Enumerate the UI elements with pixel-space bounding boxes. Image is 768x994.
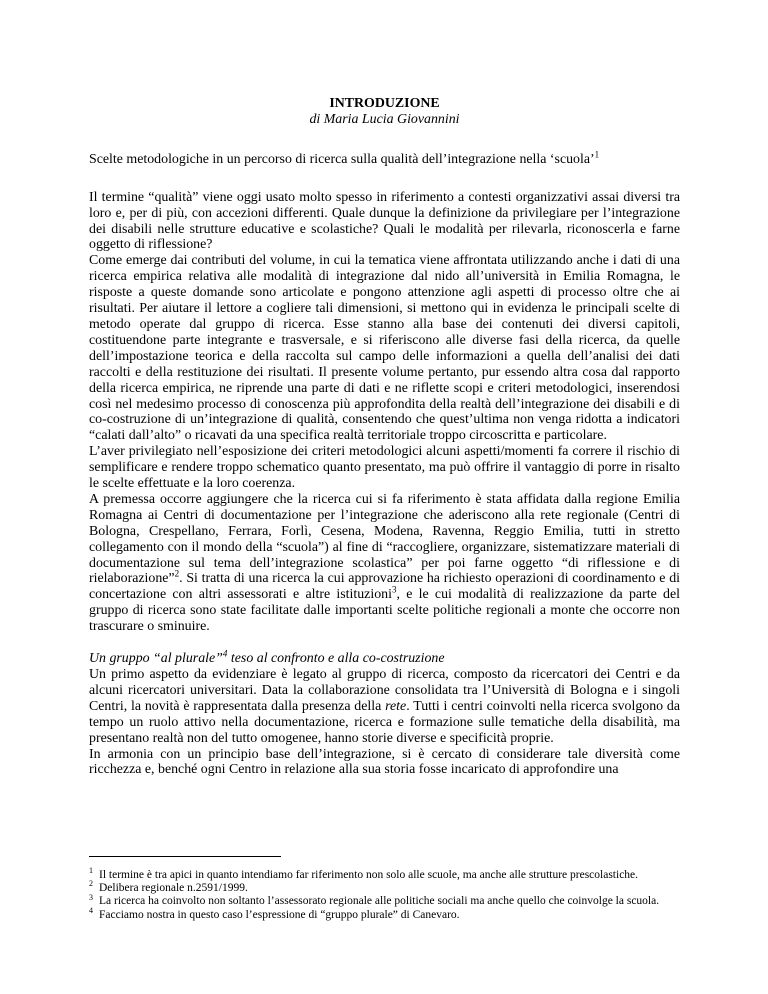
footnote-ref-4[interactable]: 4 — [222, 648, 228, 659]
section-paragraph-1 — [89, 667, 680, 747]
footnote-ref-1[interactable]: 1 — [594, 149, 600, 160]
paragraph-4-text-b: . Si tratta di una ricerca la cui approvazione ha richiesto operazioni di coordinamento e di concertazione con altri assessorati e altre istituzioni — [89, 571, 680, 603]
footnote-ref-3[interactable]: 3 — [391, 584, 397, 595]
footnote-divider — [89, 856, 281, 857]
paragraph-gap — [89, 635, 680, 651]
footnote-3 — [89, 892, 680, 908]
section-paragraph-2: In armonia con un principio base dell’integrazione, si è cercato di considerare tale diversità come ricchezza e, benché ogni Centro in relazione alla sua storia fosse incaricato di approfondire una — [89, 746, 680, 778]
document-title: INTRODUZIONE — [329, 96, 440, 111]
footnote-text: Delibera regionale n.2591/1999. — [99, 882, 248, 895]
footnote-number: 4 — [89, 905, 93, 915]
footnote-text: La ricerca ha coinvolto non soltanto l’assessorato regionale alle politiche sociali ma anche quello che coinvolge la scuola. — [99, 895, 660, 908]
paragraph-2: Come emerge dai contributi del volume, in cui la tematica viene affrontata utilizzando anche i dati di una ricerca empirica relativa alle modalità di integrazione dal nido all’università in Emilia Romagna, le risposte a queste domande sono articolate e pongono attenzione agli aspetti di processo oltre che ai risultati. Per aiutare il lettore a cogliere tali dimensioni, si mettono qui in evidenza le principali scelte di metodo operate dal gruppo di ricerca. Esse stanno alla base dei contenuti dei diversi capitoli, costituendone parte integrante e trasversale, e si riferiscono alle diverse fasi della ricerca, da quelle dell’impostazione teorica e della raccolta sul campo delle informazioni a quella dell’analisi dei dati raccolti e della restituzione dei risultati. Il presente volume pertanto, pur essendo altra cosa dal rapporto della ricerca empirica, ne riprende una parte di dati e ne riflette scopi e criteri metodologici, inserendosi così nel medesimo processo di conoscenza più approfondita della realtà dell’integrazione dei disabili e di co-costruzione di un’integrazione di qualità, consentendo che quest’ultima non venga ridotta a indicatori “calati dall’alto” o ricavati da una specifica realtà territoriale troppo circoscritta e particolare. — [89, 253, 680, 444]
paragraph-4-text-a: A premessa occorre aggiungere che la ricerca cui si fa riferimento è stata affidata dalla regione Emilia Romagna ai Centri di documentazione per l’integrazione che aderiscono alla rete regionale (Centri di Bologna, Crespellano, Ferrara, Forlì, Cesena, Modena, Ravenna, Reggio Emilia, tutti in stretto collegamento con il mondo della “scuola”) al fine di “raccogliere, organizzare, sistematizzare materiali di documentazione sul tema dell’integrazione scolastica” per poi farne oggetto “di riflessione e di rielaborazione” — [89, 491, 680, 587]
emphasis-rete: rete — [385, 698, 407, 714]
section-subtitle — [89, 149, 680, 168]
section-paragraph-1-text-a: Un primo aspetto da evidenziare è legato al gruppo di ricerca, composto da ricercatori dei Centri e da alcuni ricercatori universitari. Data la collaborazione consolidata tra l’Università di Bologna e i singoli Centri, la novità è rappresentata dalla presenza della — [89, 667, 680, 714]
paragraph-4 — [89, 492, 680, 635]
footnote-number: 3 — [89, 892, 93, 902]
subtitle-text: Scelte metodologiche in un percorso di ricerca sulla qualità dell’integrazione nella ‘scuola’ — [89, 151, 595, 167]
paragraph-1: Il termine “qualità” viene oggi usato molto spesso in riferimento a contesti organizzativi assai diversi tra loro e, per di più, con accezioni differenti. Quale dunque la definizione da privilegiare per l’integrazione dei disabili nelle strutture educative e scolastiche? Quali le modalità per rilevarla, riconoscerla e farne oggetto di riflessione? — [89, 189, 680, 253]
footnote-text: Il termine è tra apici in quanto intendiamo far riferimento non solo alle scuole, ma anche alle strutture prescolastiche. — [99, 869, 639, 881]
footnote-ref-2[interactable]: 2 — [174, 568, 180, 579]
section-heading-text-b: teso al confronto e alla co-costruzione — [227, 651, 445, 667]
footnote-number: 2 — [89, 879, 93, 889]
footnote-number: 1 — [89, 866, 93, 876]
footnote-text: Facciamo nostra in questo caso l’espressione di “gruppo plurale” di Canevaro. — [99, 908, 460, 921]
author-line: di Maria Lucia Giovannini — [309, 111, 460, 127]
paragraph-4-text-c: , e le cui modalità di realizzazione da parte del gruppo di ricerca sono state facilitate dalle importanti scelte politiche regionali a monte che occorre non trascurare o sminuire. — [89, 587, 680, 635]
section-paragraph-1-text-b: . Tutti i centri coinvolti nella ricerca svolgono da tempo un ruolo attivo nella documentazione, ricerca e formazione sulle tematiche della disabilità, ma presentano realtà non del tutto omogenee, hanno storie diverse e specificità proprie. — [89, 698, 681, 746]
footnote-2 — [89, 879, 680, 895]
footnote-1 — [89, 866, 680, 882]
section-heading-text-a: Un gruppo “al plurale” — [89, 651, 223, 667]
footnote-4 — [89, 905, 680, 922]
footnotes — [89, 856, 680, 922]
section-heading — [89, 648, 680, 667]
paragraph-3: L’aver privilegiato nell’esposizione dei criteri metodologici alcuni aspetti/momenti fa correre il rischio di semplificare e rendere troppo schematico quanto presentato, ma può offrire il vantaggio di porre in risalto le scelte effettuate e la loro coerenza. — [89, 444, 680, 492]
